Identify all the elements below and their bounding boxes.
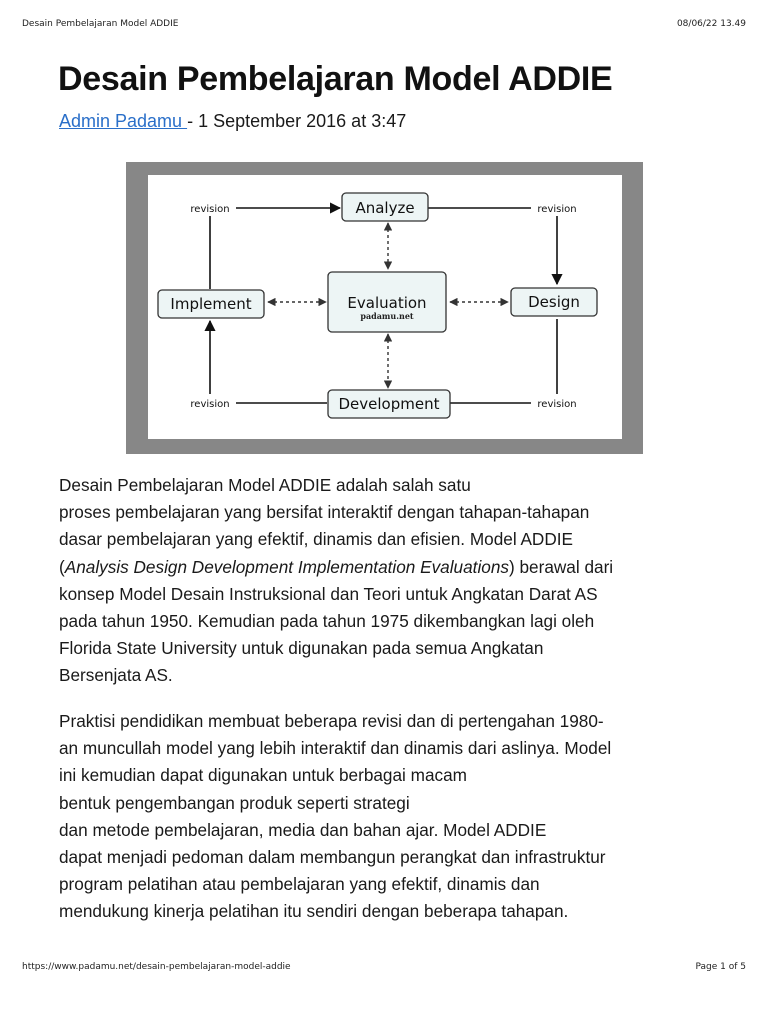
- print-footer: [22, 962, 746, 972]
- author-link[interactable]: Admin Padamu: [59, 111, 188, 131]
- article-byline: [59, 111, 406, 132]
- revision-label-top-left: revision: [190, 204, 230, 215]
- print-header-title: Desain Pembelajaran Model ADDIE: [22, 19, 179, 29]
- evaluation-node-label: Evaluation: [347, 294, 427, 312]
- paragraph-line: konsep Model Desain Instruksional dan Teori untuk Angkatan Darat AS: [59, 583, 598, 604]
- paragraph-line: dasar pembelajaran yang efektif, dinamis dan efisien. Model ADDIE: [59, 529, 573, 550]
- analyze-node-label: Analyze: [355, 199, 415, 217]
- paragraph-line: pada tahun 1950. Kemudian pada tahun 1975 dikembangkan lagi oleh: [59, 611, 595, 632]
- paragraph-line: Florida State University untuk digunakan pada semua Angkatan: [59, 638, 544, 659]
- article-title: Desain Pembelajaran Model ADDIE: [58, 60, 613, 98]
- paragraph-line: dan metode pembelajaran, media dan bahan ajar. Model ADDIE: [59, 819, 547, 840]
- implement-node-label: Implement: [170, 295, 252, 313]
- paragraph-line: proses pembelajaran yang bersifat interaktif dengan tahapan-tahapan: [59, 502, 590, 523]
- print-header: [22, 19, 746, 29]
- addie-diagram: [126, 162, 643, 454]
- paragraph-line: Praktisi pendidikan membuat beberapa revisi dan di pertengahan 1980-: [59, 711, 604, 731]
- revision-label-bottom-right: revision: [537, 399, 577, 410]
- paragraph-intro: [59, 472, 613, 690]
- addie-expansion: Analysis Design Development Implementation Evaluations: [64, 556, 509, 577]
- paragraph-line: mendukung kinerja pelatihan itu sendiri dengan beberapa tahapan.: [59, 901, 569, 922]
- revision-label-bottom-left: revision: [190, 399, 230, 410]
- paragraph-line: (Analysis Design Development Implementation Evaluations) berawal dari: [59, 556, 614, 577]
- paragraph-line: Bersenjata AS.: [59, 665, 173, 686]
- evaluation-watermark: padamu.net: [360, 311, 414, 321]
- paragraph-line: an muncullah model yang lebih interaktif dan dinamis dari aslinya. Model: [59, 738, 612, 759]
- paragraph-line: bentuk pengembangan produk seperti strategi: [59, 792, 410, 813]
- paragraph-line: Desain Pembelajaran Model ADDIE adalah salah satu: [59, 475, 471, 495]
- article-date: - 1 September 2016 at 3:47: [187, 111, 407, 131]
- paragraph-line: dapat menjadi pedoman dalam membangun perangkat dan infrastruktur: [59, 847, 606, 868]
- addie-diagram-svg: [126, 162, 643, 454]
- paragraph-line: program pelatihan atau pembelajaran yang efektif, dinamis dan: [59, 874, 540, 895]
- development-node-label: Development: [338, 395, 440, 413]
- paragraph-line: ini kemudian dapat digunakan untuk berbagai macam: [59, 765, 467, 786]
- print-footer-page: Page 1 of 5: [695, 962, 746, 972]
- revision-label-top-right: revision: [537, 204, 577, 215]
- print-footer-url: https://www.padamu.net/desain-pembelajaran-model-addie: [22, 962, 291, 972]
- paragraph-history: [59, 708, 611, 926]
- design-node-label: Design: [528, 293, 580, 311]
- print-header-datetime: 08/06/22 13.49: [676, 19, 746, 29]
